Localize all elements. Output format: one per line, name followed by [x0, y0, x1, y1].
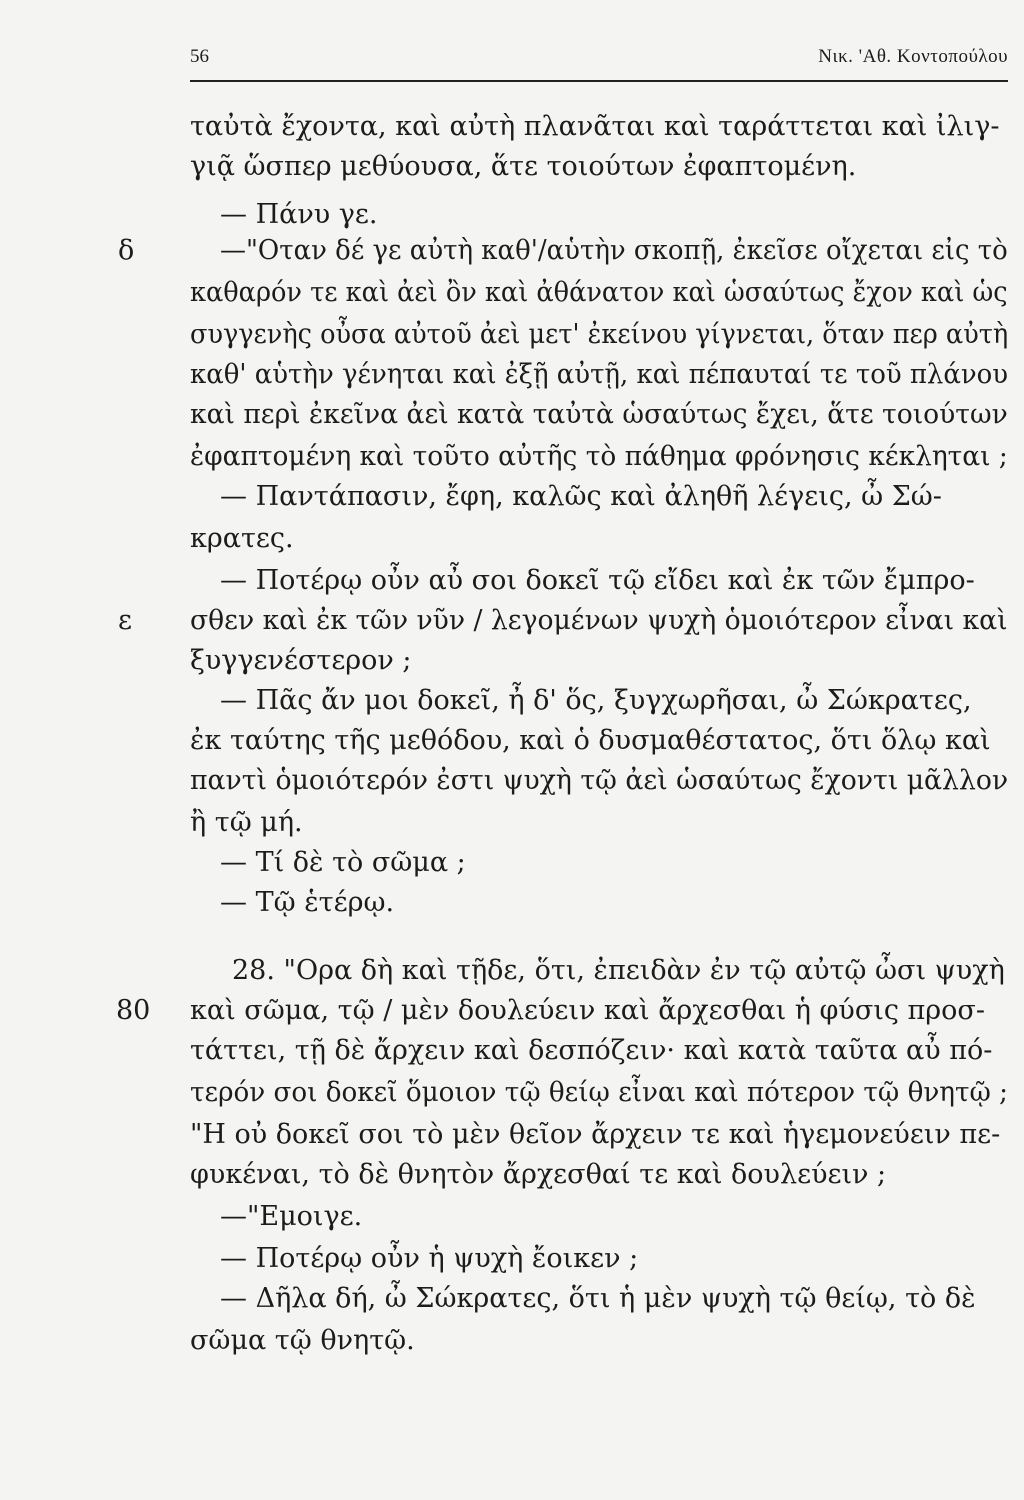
margin-mark-epsilon: ε — [118, 605, 132, 636]
text-line: ταὐτὰ ἔχοντα, καὶ αὐτὴ πλανᾶται καὶ ταράττεται καὶ ἰλιγ- — [190, 111, 1000, 142]
text-line: ἢ τῷ μή. — [190, 807, 303, 838]
text-line: καὶ σῶμα, τῷ / μὲν δουλεύειν καὶ ἄρχεσθαι ἡ φύσις προσ- — [190, 995, 985, 1026]
text-line: ἐκ ταύτης τῆς μεθόδου, καὶ ὁ δυσμαθέστατος, ὅτι ὅλῳ καὶ — [190, 725, 991, 756]
text-line: — Δῆλα δή, ὦ Σώκρατες, ὅτι ἡ μὲν ψυχὴ τῷ θείῳ, τὸ δὲ — [220, 1283, 976, 1314]
text-line: "Η οὐ δοκεῖ σοι τὸ μὲν θεῖον ἄρχειν τε καὶ ἡγεμονεύειν πε- — [190, 1119, 1001, 1150]
text-line: φυκέναι, τὸ δὲ θνητὸν ἄρχεσθαί τε καὶ δουλεύειν ; — [190, 1159, 887, 1190]
text-line: — Παντάπασιν, ἔφη, καλῶς καὶ ἀληθῆ λέγεις, ὦ Σώ- — [220, 481, 942, 512]
margin-mark-line-80: 80 — [116, 995, 151, 1026]
text-line: σῶμα τῷ θνητῷ. — [190, 1325, 415, 1356]
text-line: — Ποτέρῳ οὖν αὖ σοι δοκεῖ τῷ εἴδει καὶ ἐκ τῶν ἔμπρο- — [220, 565, 975, 596]
text-line: κρατες. — [190, 523, 294, 554]
text-line: ἐφαπτομένη καὶ τοῦτο αὐτῆς τὸ πάθημα φρόνησις κέκληται ; — [190, 441, 1008, 472]
text-line: — Πάνυ γε. — [220, 199, 378, 230]
text-line: — Τῷ ἑτέρῳ. — [220, 887, 395, 918]
text-line: σθεν καὶ ἐκ τῶν νῦν / λεγομένων ψυχὴ ὁμοιότερον εἶναι καὶ — [190, 605, 1008, 636]
text-line: καθ' αὑτὴν γένηται καὶ ἐξῇ αὐτῇ, καὶ πέπαυταί τε τοῦ πλάνου — [190, 359, 1009, 390]
text-line: — Ποτέρῳ οὖν ἡ ψυχὴ ἔοικεν ; — [220, 1243, 639, 1274]
text-line: καθαρόν τε καὶ ἀεὶ ὂν καὶ ἀθάνατον καὶ ὡσαύτως ἔχον καὶ ὡς — [190, 277, 1008, 308]
text-line: —"Εμοιγε. — [220, 1201, 363, 1232]
text-line: γιᾷ ὥσπερ μεθύουσα, ἅτε τοιούτων ἐφαπτομένη. — [190, 151, 857, 182]
text-line: τερόν σοι δοκεῖ ὅμοιον τῷ θείῳ εἶναι καὶ πότερον τῷ θνητῷ ; — [190, 1077, 1009, 1108]
page-number: 56 — [190, 46, 209, 67]
text-line: 28. "Ορα δὴ καὶ τῇδε, ὅτι, ἐπειδὰν ἐν τῷ αὐτῷ ὦσι ψυχὴ — [232, 955, 1005, 986]
text-line: — Τί δὲ τὸ σῶμα ; — [220, 847, 466, 878]
header-rule — [190, 80, 1008, 82]
text-line: συγγενὴς οὖσα αὐτοῦ ἀεὶ μετ' ἐκείνου γίγνεται, ὅταν περ αὐτὴ — [190, 319, 1009, 350]
text-line: ξυγγενέστερον ; — [190, 645, 412, 676]
page-header — [190, 44, 1008, 76]
text-line: παντὶ ὁμοιότερόν ἐστι ψυχὴ τῷ ἀεὶ ὡσαύτως ἔχοντι μᾶλλον — [190, 765, 1009, 796]
text-line: — Πᾶς ἄν μοι δοκεῖ, ἦ δ' ὅς, ξυγχωρῆσαι, ὦ Σώκρατες, — [220, 685, 972, 716]
text-line: τάττει, τῇ δὲ ἄρχειν καὶ δεσπόζειν· καὶ κατὰ ταῦτα αὖ πό- — [190, 1035, 993, 1066]
text-line: καὶ περὶ ἐκεῖνα ἀεὶ κατὰ ταὐτὰ ὡσαύτως ἔχει, ἅτε τοιούτων — [190, 399, 1008, 430]
running-head: Νικ. 'Αθ. Κοντοπούλου — [818, 46, 1008, 67]
text-line: —"Οταν δέ γε αὐτὴ καθ'/αὑτὴν σκοπῇ, ἐκεῖσε οἴχεται εἰς τὸ — [220, 235, 1008, 266]
margin-mark-delta: δ — [118, 235, 135, 266]
